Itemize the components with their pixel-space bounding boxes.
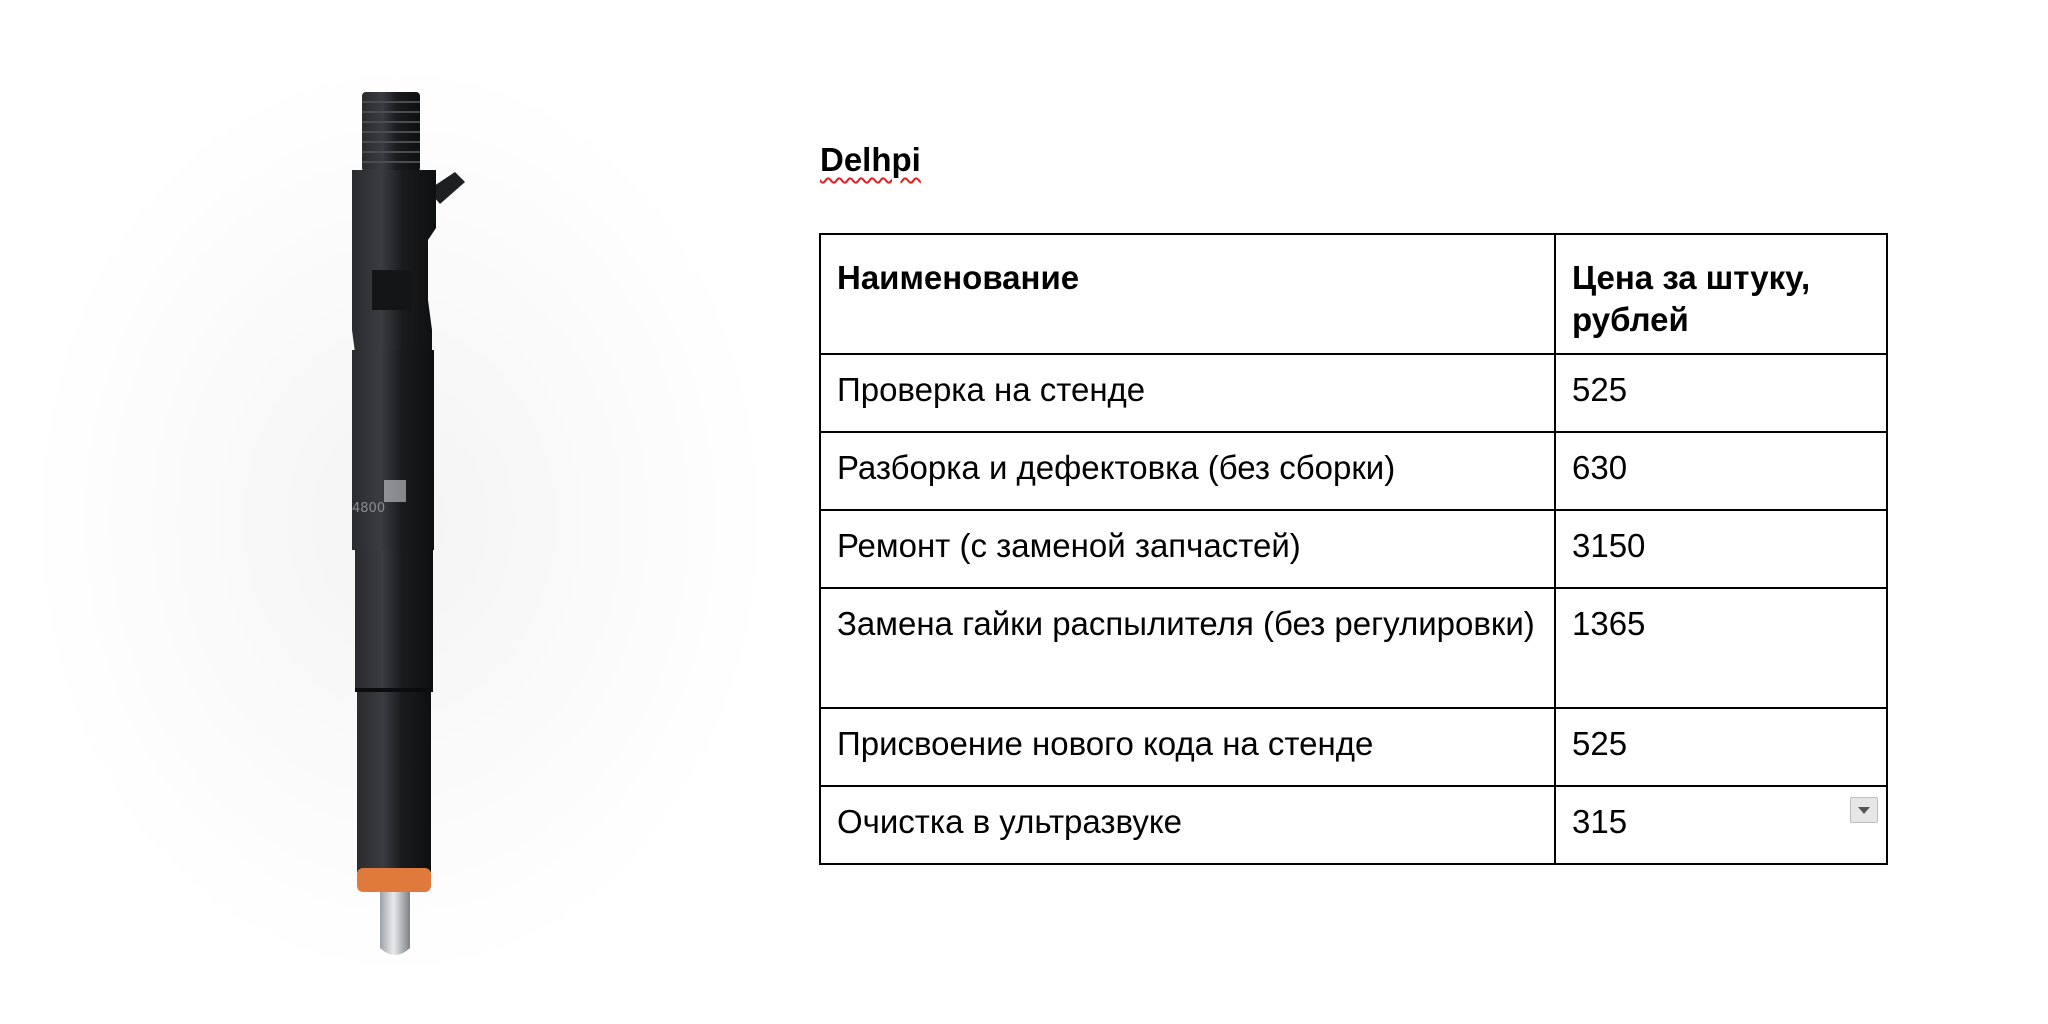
- cell-service-price[interactable]: 525: [1555, 354, 1887, 432]
- cell-service-price-selected[interactable]: [1555, 786, 1887, 864]
- table-row: [820, 786, 1887, 864]
- fuel-injector-image: [0, 0, 800, 1024]
- cell-service-price[interactable]: 525: [1555, 708, 1887, 786]
- table-row: [820, 432, 1887, 510]
- header-name[interactable]: Наименование: [820, 234, 1555, 354]
- cell-service-name[interactable]: Ремонт (с заменой запчастей): [820, 510, 1555, 588]
- chevron-down-icon[interactable]: [1850, 797, 1878, 823]
- injector-thread: [362, 92, 420, 172]
- price-table: [819, 233, 1888, 865]
- cell-service-name[interactable]: Присвоение нового кода на стенде: [820, 708, 1555, 786]
- table-header-row: [820, 234, 1887, 354]
- table-row: [820, 588, 1887, 708]
- header-price[interactable]: Цена за штуку, рублей: [1555, 234, 1887, 354]
- nozzle-tip: [380, 892, 410, 955]
- table-row: [820, 510, 1887, 588]
- injector-seal: [357, 868, 431, 892]
- table-row: [820, 354, 1887, 432]
- table-row: [820, 708, 1887, 786]
- nozzle-nut: [357, 692, 431, 872]
- cell-service-price[interactable]: 3150: [1555, 510, 1887, 588]
- injector-main-body: [352, 350, 434, 550]
- connector-clip: [372, 270, 412, 310]
- page-title: Delhpi: [820, 141, 921, 178]
- cell-service-name[interactable]: Очистка в ультразвуке: [820, 786, 1555, 864]
- cell-service-name[interactable]: Замена гайки распылителя (без регулировки): [820, 588, 1555, 708]
- datamatrix-code: [384, 480, 406, 502]
- cell-price-value: 315: [1572, 803, 1628, 840]
- injector-barrel: [355, 550, 433, 690]
- cell-service-name[interactable]: Проверка на стенде: [820, 354, 1555, 432]
- cell-service-price[interactable]: 1365: [1555, 588, 1887, 708]
- cell-service-name[interactable]: Разборка и дефектовка (без сборки): [820, 432, 1555, 510]
- marking-4800: 4800: [352, 501, 386, 516]
- injector-upper-housing: [352, 170, 436, 360]
- cell-service-price[interactable]: 630: [1555, 432, 1887, 510]
